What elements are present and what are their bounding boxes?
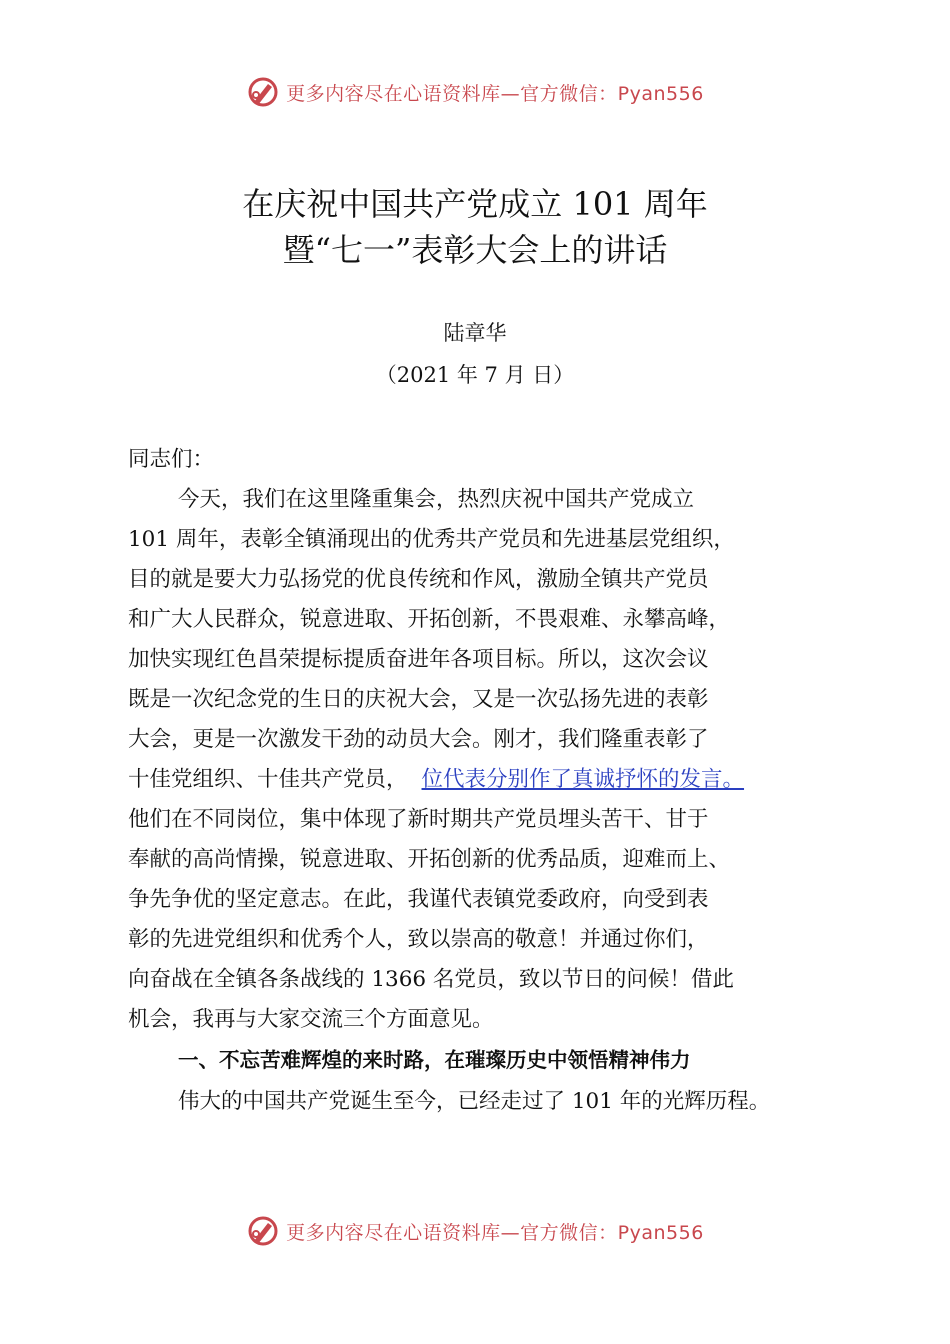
body-line-8 [128, 764, 744, 796]
body-line-13: 向奋战在全镇各条战线的 1366 名党员，致以节日的问候！借此 [128, 967, 734, 992]
watermark-text: 更多内容尽在心语资料库—官方微信：Pyan556 [286, 82, 704, 105]
speech-date: （2021 年 7 月 日） [375, 363, 575, 387]
body-line-7: 大会，更是一次激发干劲的动员大会。刚才，我们隆重表彰了 [128, 727, 709, 752]
body-line-14: 机会，我再与大家交流三个方面意见。 [128, 1007, 494, 1032]
body-line-6: 既是一次纪念党的生日的庆祝大会，又是一次弘扬先进的表彰 [128, 687, 709, 712]
document-title-line-1: 在庆祝中国共产党成立 101 周年 [242, 185, 708, 223]
salutation: 同志们： [128, 447, 215, 472]
body-line-9: 他们在不同岗位，集中体现了新时期共产党员埋头苦干、甘于 [128, 807, 709, 832]
watermark-banner-bottom [0, 1211, 950, 1251]
body-line-1: 今天，我们在这里隆重集会，热烈庆祝中国共产党成立 [178, 487, 695, 512]
author-name: 陆章华 [443, 321, 507, 345]
section-heading-1: 一、不忘苦难辉煌的来时路，在璀璨历史中领悟精神伟力 [178, 1048, 691, 1072]
pen-logo-icon [246, 1214, 280, 1248]
body-line-12: 彰的先进党组织和优秀个人，致以崇高的敬意！并通过你们， [128, 927, 709, 952]
body-line-4: 和广大人民群众，锐意进取、开拓创新，不畏艰难、永攀高峰， [128, 607, 731, 632]
watermark-banner-top [0, 72, 950, 112]
hyperlink-speech[interactable]: 位代表分别作了真诚抒怀的发言。 [421, 767, 745, 792]
body-line-10: 奉献的高尚情操，锐意进取、开拓创新的优秀品质，迎难而上、 [128, 847, 731, 872]
body-line-5: 加快实现红色昌荣提标提质奋进年各项目标。所以，这次会议 [128, 647, 709, 672]
pen-logo-icon [246, 75, 280, 109]
watermark-text: 更多内容尽在心语资料库—官方微信：Pyan556 [286, 1221, 704, 1244]
body-line-11: 争先争优的坚定意志。在此，我谨代表镇党委政府，向受到表 [128, 887, 709, 912]
body-line-2: 101 周年，表彰全镇涌现出的优秀共产党员和先进基层党组织， [128, 527, 735, 552]
document-title-line-2: 暨“七一”表彰大会上的讲话 [282, 231, 668, 269]
body-line-8-text: 十佳党组织、十佳共产党员， [128, 767, 408, 792]
body-line-15: 伟大的中国共产党诞生至今，已经走过了 101 年的光辉历程。 [178, 1089, 771, 1114]
body-line-3: 目的就是要大力弘扬党的优良传统和作风，激励全镇共产党员 [128, 567, 709, 592]
